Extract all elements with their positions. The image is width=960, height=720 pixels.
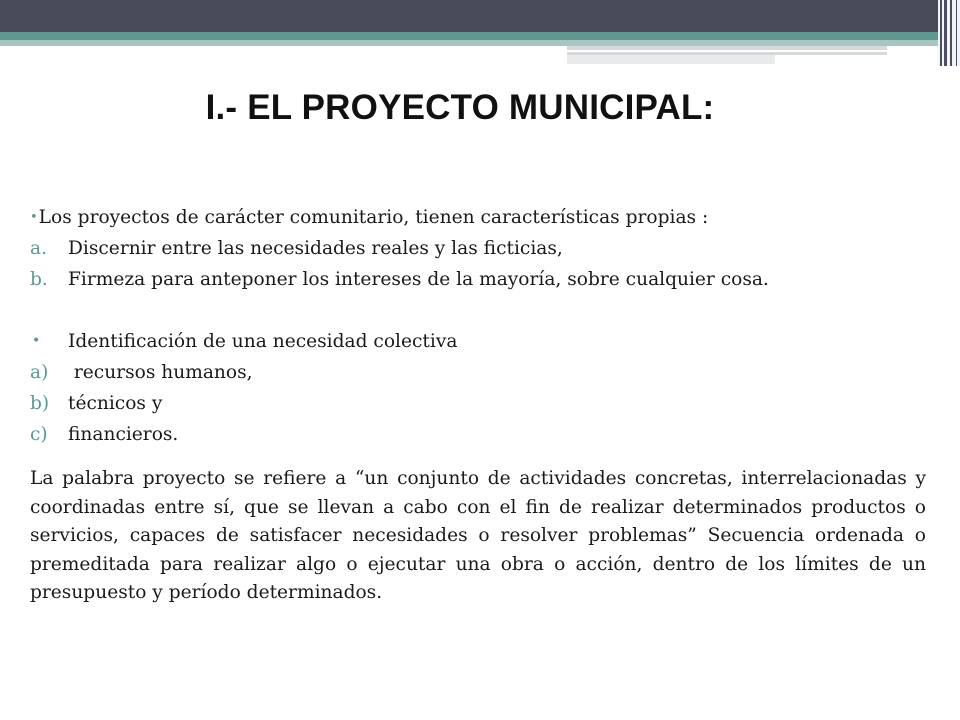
list-marker: c) (30, 424, 48, 445)
bullet-icon: • (30, 210, 38, 225)
header-teal-band (0, 32, 940, 40)
second-heading-text: Identificación de una necesidad colectiva (68, 331, 458, 352)
intro-text: Los proyectos de carácter comunitario, tienen características propias : (38, 207, 709, 228)
list-marker: a. (30, 238, 47, 259)
header-white-line (567, 50, 887, 52)
list-item (30, 264, 926, 295)
list-item (30, 233, 926, 264)
bullet-icon: • (32, 333, 41, 349)
list-marker: b) (30, 393, 50, 414)
right-bar (956, 0, 957, 66)
right-bar (944, 0, 947, 66)
definition-paragraph: La palabra proyecto se refiere a “un conjunto de actividades concretas, interrelacionadas y coordinadas entre sí, que se llevan a cabo con el fin de realizar determinados productos o servicios, capaces de satisfacer necesidades o resolver problemas” Secuencia ordenada o premeditada para realizar algo o ejecutar una obra o acción, dentro de los límites de un presupuesto y período determinados. (30, 468, 926, 603)
list-item (30, 357, 926, 388)
spacer (30, 450, 926, 465)
slide-title: I.- EL PROYECTO MUNICIPAL: (205, 88, 715, 127)
list-item (30, 388, 926, 419)
header-dark-band (0, 0, 960, 32)
slide-content (30, 202, 926, 608)
intro-line (30, 202, 926, 233)
right-bar (950, 0, 952, 66)
spacer (30, 295, 926, 326)
list-marker: b. (30, 269, 48, 290)
header-grey-band-lower (567, 55, 775, 64)
list-item-text: Firmeza para anteponer los intereses de la mayoría, sobre cualquier cosa. (68, 269, 769, 290)
list-item-text: técnicos y (68, 393, 163, 414)
header-right-bars (938, 0, 960, 66)
list-marker: a) (30, 362, 49, 383)
list-item-text: recursos humanos, (68, 362, 253, 383)
second-bullet-line (30, 326, 926, 357)
right-bar (940, 0, 942, 66)
list-item-text: financieros. (68, 424, 179, 445)
list-item (30, 419, 926, 450)
list-item-text: Discernir entre las necesidades reales y las ficticias, (68, 238, 563, 259)
